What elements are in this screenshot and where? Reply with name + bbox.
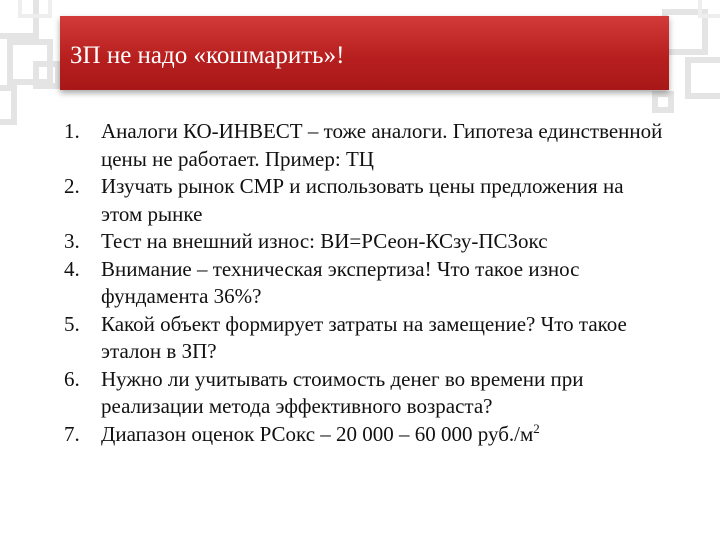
list-item-5	[60, 311, 670, 366]
item-text: Изучать рынок СМР и использовать цены предложения на этом рынке	[101, 174, 624, 226]
item-text: Тест на внешний износ: ВИ=РСеон-КСзу-ПСЗокс	[101, 229, 548, 253]
deco-square	[655, 94, 671, 110]
item-number: 3.	[64, 229, 80, 253]
item-number: 5.	[64, 311, 80, 336]
item-text: Какой объект формирует затраты на замещение? Что такое эталон в ЗП?	[101, 311, 627, 363]
deco-square	[665, 12, 705, 52]
item-number: 1.	[64, 119, 80, 143]
deco-square	[10, 42, 50, 82]
deco-square	[0, 0, 36, 36]
item-number: 6.	[64, 366, 80, 391]
title-bar	[60, 16, 669, 90]
deco-square	[36, 64, 58, 86]
deco-square	[20, 0, 50, 16]
superscript-unit: 2	[533, 420, 540, 436]
list-item-3	[60, 228, 670, 256]
item-text: Внимание – техническая экспертиза! Что такое износ фундамента 36%?	[101, 256, 580, 308]
item-number: 7.	[64, 421, 80, 446]
item-text: Нужно ли учитывать стоимость денег во времени при реализации метода эффективного возраста?	[101, 366, 584, 418]
list-item-1	[60, 118, 670, 173]
list-item-7	[60, 421, 670, 449]
item-text: Аналоги КО-ИНВЕСТ – тоже аналоги. Гипотеза единственной цены не работает. Пример: ТЦ	[101, 119, 663, 171]
item-number: 2.	[64, 174, 80, 198]
slide-title: ЗП не надо «кошмарить»!	[70, 42, 345, 69]
list-item-6	[60, 366, 670, 421]
list-item-4	[60, 256, 670, 311]
item-text	[101, 421, 670, 449]
item-text-main: Диапазон оценок РСокс – 20 000 – 60 000 руб./м	[101, 421, 534, 446]
content-list	[60, 118, 670, 448]
item-number: 4.	[64, 256, 80, 281]
list-item-2	[60, 173, 670, 228]
deco-square	[688, 60, 720, 96]
deco-square	[0, 88, 14, 122]
deco-square	[700, 0, 720, 16]
